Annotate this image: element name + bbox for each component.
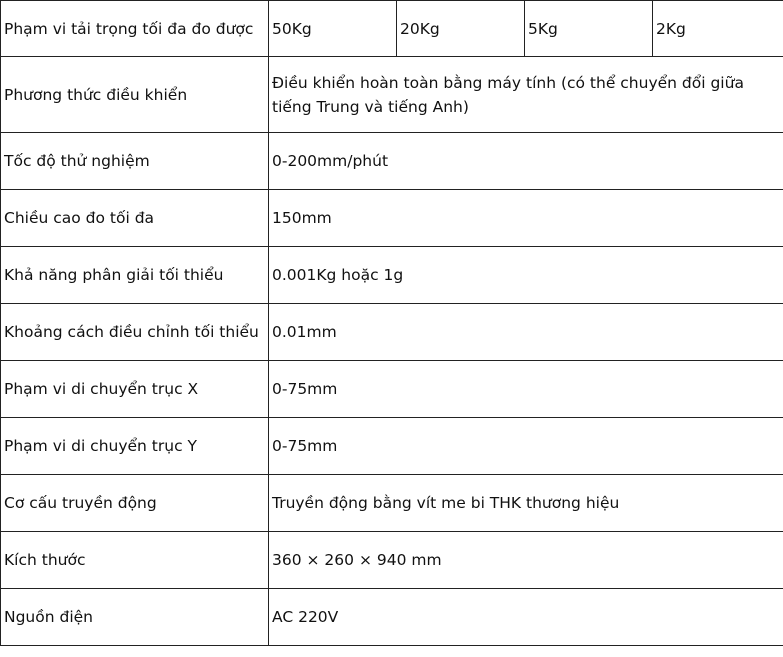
row-label: Cơ cấu truyền động bbox=[1, 475, 269, 532]
row-label: Chiều cao đo tối đa bbox=[1, 190, 269, 247]
row-label: Phạm vi di chuyển trục X bbox=[1, 361, 269, 418]
row-label: Phạm vi di chuyển trục Y bbox=[1, 418, 269, 475]
row-label: Khoảng cách điều chỉnh tối thiểu bbox=[1, 304, 269, 361]
row-value: AC 220V bbox=[269, 589, 783, 646]
table-row bbox=[1, 475, 783, 532]
table-row bbox=[1, 190, 783, 247]
table-row bbox=[1, 304, 783, 361]
row-value: 150mm bbox=[269, 190, 783, 247]
table-row bbox=[1, 247, 783, 304]
load-value-5kg: 5Kg bbox=[525, 1, 653, 57]
row-label: Tốc độ thử nghiệm bbox=[1, 133, 269, 190]
control-method-value: Điều khiển hoàn toàn bằng máy tính (có thể chuyển đổi giữa tiếng Trung và tiếng Anh) bbox=[272, 73, 744, 116]
row-value: 0.01mm bbox=[269, 304, 783, 361]
table-row bbox=[1, 1, 783, 57]
table-row bbox=[1, 133, 783, 190]
load-value-2kg: 2Kg bbox=[653, 1, 783, 57]
row-value bbox=[269, 57, 783, 133]
row-label: Phạm vi tải trọng tối đa đo được bbox=[1, 1, 269, 57]
row-value: 0-200mm/phút bbox=[269, 133, 783, 190]
row-label: Nguồn điện bbox=[1, 589, 269, 646]
row-label: Kích thước bbox=[1, 532, 269, 589]
row-label: Phương thức điều khiển bbox=[1, 57, 269, 133]
table-row bbox=[1, 418, 783, 475]
table-row bbox=[1, 532, 783, 589]
load-value-20kg: 20Kg bbox=[397, 1, 525, 57]
row-value: 360 × 260 × 940 mm bbox=[269, 532, 783, 589]
row-value: 0.001Kg hoặc 1g bbox=[269, 247, 783, 304]
row-label: Khả năng phân giải tối thiểu bbox=[1, 247, 269, 304]
row-value: 0-75mm bbox=[269, 361, 783, 418]
load-value-50kg: 50Kg bbox=[269, 1, 397, 57]
table-row bbox=[1, 361, 783, 418]
table-row bbox=[1, 589, 783, 646]
row-value: Truyền động bằng vít me bi THK thương hiệu bbox=[269, 475, 783, 532]
table-row bbox=[1, 57, 783, 133]
row-value: 0-75mm bbox=[269, 418, 783, 475]
